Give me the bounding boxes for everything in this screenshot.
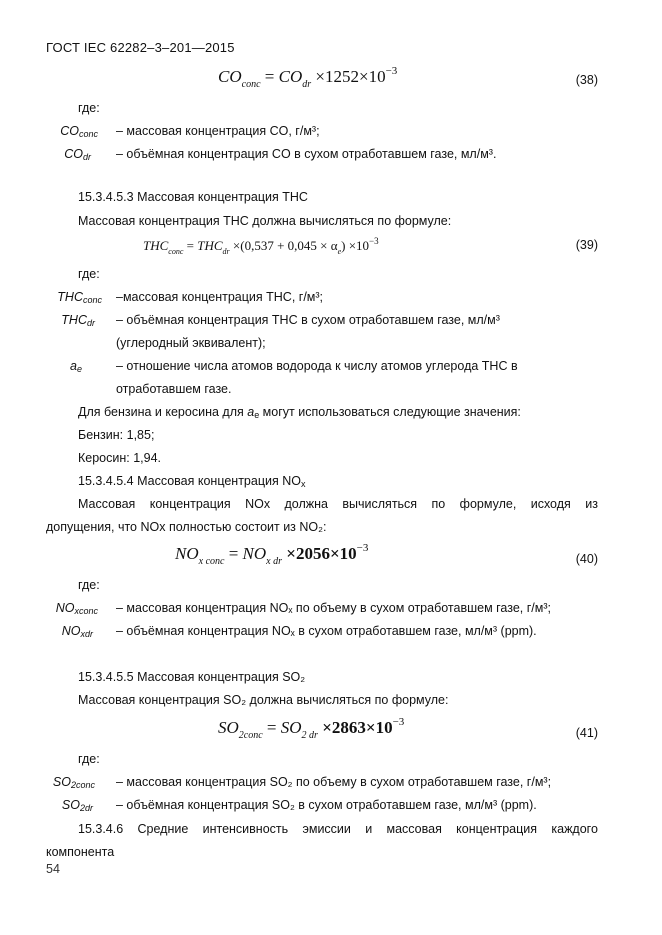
eq38-rhs-sub: dr [302,79,312,90]
def-symbol: SO2dr [61,798,93,813]
section-heading-nox: 15.3.4.5.4 Массовая концентрация NOx [78,474,306,489]
def-text: – объёмная концентрация NOₓ в сухом отработавшем газе, мл/м³ (ppm). [116,624,537,638]
eq39-rhs-sub: dr [222,247,230,256]
document-header: ГОСТ IEC 62282–3–201—2015 [46,40,235,55]
eq40-equals: = [224,544,243,563]
eq41-tail: ×2863×10 [317,718,393,737]
section-heading-thc: 15.3.4.5.3 Массовая концентрация THC [78,190,308,204]
def-text: – массовая концентрация CO, г/м³; [116,124,320,138]
def-text: – массовая концентрация NOₓ по объему в сухом отработавшем газе, г/м³; [116,601,551,615]
page-number: 54 [46,862,60,876]
def-symbol: THCconc [57,290,102,305]
def-text-continued: (углеродный эквивалент); [116,336,266,350]
def-text: – объёмная концентрация SO₂ в сухом отработавшем газе, мл/м³ (ppm). [116,798,537,812]
eq41-rhs-sub: 2 dr [301,730,318,741]
def-symbol: ae [70,359,82,374]
def-text: –массовая концентрация THC, г/м³; [116,290,324,304]
def-text: – массовая концентрация SO₂ по объему в сухом отработавшем газе, г/м³; [116,775,552,789]
def-symbol: COdr [64,147,91,162]
eq38-exp: −3 [385,65,398,77]
eq40-rhs: NO [242,544,267,563]
thc-intro: Массовая концентрация THC должна вычисляться по формуле: [78,214,452,228]
equation-number-39: (39) [575,238,598,252]
eq38-rhs: CO [278,67,303,86]
def-symbol: COconc [60,124,98,139]
eq39-equals: = [183,238,198,253]
eq40-exp: −3 [356,542,369,554]
eq38-lhs-sub: conc [241,79,261,90]
so2-intro: Массовая концентрация SO₂ должна вычисляться по формуле: [78,693,449,707]
equation-40 [175,543,368,568]
equation-number-40: (40) [575,552,598,566]
eq39-mid: ×(0,537 + 0,045 × α [229,238,338,253]
where-label-39: где: [78,267,100,281]
eq41-equals: = [262,718,281,737]
eq39-rhs: THC [197,238,223,253]
def-text: – отношение числа атомов водорода к числу атомов углерода THC в [116,359,518,373]
kerosin-value: Керосин: 1,94. [78,451,162,465]
eq41-rhs: SO [280,718,302,737]
equation-41 [218,717,404,742]
eq40-lhs-sub: x conc [198,556,225,567]
eq39-lhs: THC [143,238,169,253]
def-text-continued: отработавшем газе. [116,382,232,396]
benzin-value: Бензин: 1,85; [78,428,155,442]
eq41-exp: −3 [392,716,405,728]
where-label-38: где: [78,101,100,115]
def-text: – объёмная концентрация THC в сухом отработавшем газе, мл/м³ [116,313,500,327]
eq40-rhs-sub: x dr [266,556,283,567]
eq39-lhs-sub: conc [168,247,184,256]
def-symbol: THCdr [61,313,95,328]
eq40-lhs: NO [175,544,199,563]
def-symbol: NOxconc [55,601,98,616]
eq41-lhs-sub: 2conc [238,730,263,741]
equation-number-41: (41) [575,726,598,740]
eq38-tail: ×1252×10 [311,67,386,86]
equation-number-38: (38) [575,73,598,87]
eq40-tail: ×2056×10 [282,544,357,563]
eq38-lhs: CO [218,67,242,86]
section-heading-avg-line2: компонента [46,845,115,859]
equation-38 [218,66,397,91]
where-label-41: где: [78,752,100,766]
nox-intro-line2: допущения, что NOx полностью состоит из NO₂: [46,520,327,534]
def-symbol: NOxdr [61,624,93,639]
fuel-intro: Для бензина и керосина для ae могут использоваться следующие значения: [78,405,521,420]
eq39-tail: ) ×10 [341,238,370,253]
nox-intro-line1: Массовая концентрация NOx должна вычисляться по формуле, исходя из [78,497,598,511]
def-text: – объёмная концентрация CO в сухом отработавшем газе, мл/м³. [116,147,497,161]
eq39-alpha-sub: e [337,247,342,256]
eq39-exp: −3 [369,236,379,246]
where-label-40: где: [78,578,100,592]
eq38-equals: = [260,67,279,86]
def-symbol: SO2conc [52,775,95,790]
section-heading-so2: 15.3.4.5.5 Массовая концентрация SO₂ [78,670,306,684]
eq41-lhs: SO [218,718,239,737]
equation-39 [143,235,379,259]
section-heading-avg-line1: 15.3.4.6 Средние интенсивность эмиссии и массовая концентрация каждого [78,822,598,836]
